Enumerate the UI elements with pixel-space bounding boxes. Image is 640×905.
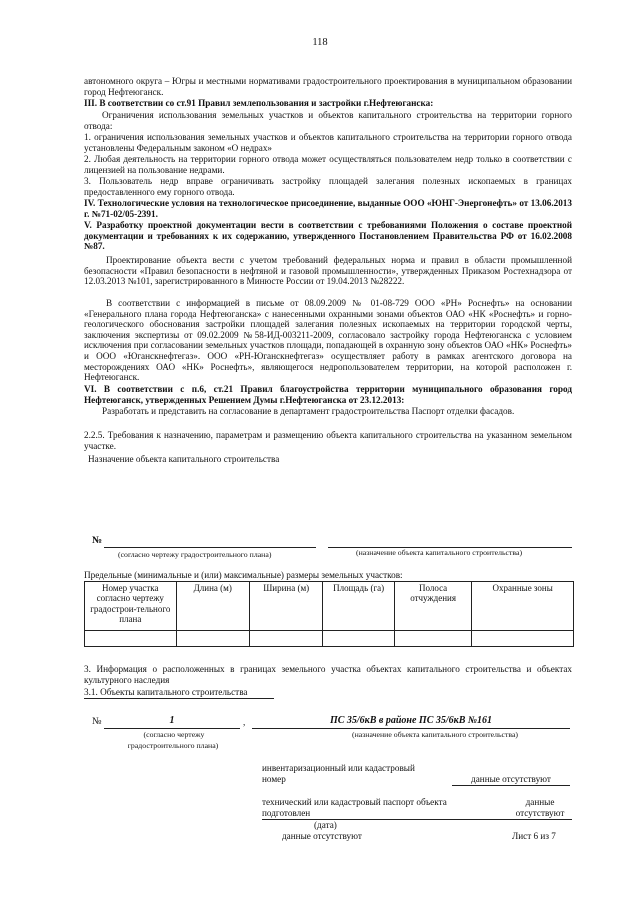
- object-left-caption-1: (согласно чертежу: [143, 730, 205, 739]
- paragraph-restriction-2: 2. Любая деятельность на территории горного отвода может осуществляться пользователем недр только в соответствии с лицензией на пользование недрами.: [84, 154, 572, 175]
- paragraph-restriction-3: 3. Пользователь недр вправе ограничивать застройку площадей залегания полезных ископаемых в границах предоставленного ему горного отвода.: [84, 176, 572, 197]
- purpose-number-line: [104, 547, 316, 548]
- object-name-line: [252, 728, 570, 729]
- table-cell: [85, 631, 177, 647]
- section-3-1-subtitle: 3.1. Объекты капитального строительства: [84, 687, 248, 697]
- paragraph-rosneft-letter: В соответствии с информацией в письме от 08.09.2009 № 01-08-729 ООО «РН» Роснефть» на основании «Генерального плана города Нефтеюганска» с нанесенными охранными зонами объектов ОАО «НК «Роснефть» и горно-геологического обоснования застройки площадей залегания полезных ископаемых на территории городской черты, заключения экспертизы от 09.02.2009 №58-ИД-003211-2009, согласовало застройку города Нефтеюганска с условием исключения при согласовании земельных участков площади, попадающей в охранную зону объектов ОАО «НК» Роснефть» и ООО «Юганскнефтегаз». ООО «РН-Юганскнефтегаз» осуществляет работу в рамках агентского договора на месторождениях ОАО «НК» Роснефть», являющегося недропользователем территории, на которой расположен г. Нефтеюганск.: [84, 298, 572, 383]
- object-name-value: ПС 35/6кВ в районе ПС 35/6кВ №161: [329, 715, 493, 726]
- column-header-length: Длина (м): [176, 582, 249, 631]
- paragraph-industrial-safety: Проектирование объекта вести с учетом требований федеральных норма и правил в области промышленной безопасности «Правил безопасности в нефтяной и газовой промышленности», утвержденных Приказом Ростехнадзора от 12.03.2013 №101, зарегистрированного в Минюсте России от 19.04.2013 №28222.: [84, 255, 572, 287]
- purpose-left-caption: (согласно чертежу градостроительного плана): [118, 550, 272, 559]
- heading-section-vi: VI. В соответствии с п.6, ст.21 Правил благоустройства территории муниципального образования город Нефтеюганск, утвержденных Решением Думы г.Нефтеюганска от 23.12.2013:: [84, 384, 572, 405]
- table-header-row: [85, 582, 574, 631]
- paragraph-restriction-1: 1. ограничения использования земельных участков и объектов капитального строительства на территории горного отвода установлены Федеральным законом «О недрах»: [84, 132, 572, 153]
- object-number-line: [104, 728, 240, 729]
- object-number-value: 1: [169, 715, 175, 726]
- paragraph-facade-passport: Разработать и представить на согласование в департамент градостроительства Паспорт отделки фасадов.: [102, 406, 515, 416]
- object-separator: ,: [243, 717, 246, 727]
- parameters-table: [84, 581, 574, 647]
- inventory-label-2: номер: [262, 774, 286, 784]
- heading-section-iii: III. В соответствии со ст.91 Правил землепользования и застройки г.Нефтеюганска:: [84, 98, 434, 108]
- column-header-plot-number: Номер участка согласно чертежу градострои-тельного плана: [85, 582, 177, 631]
- inventory-value: данные отсутствуют: [471, 774, 551, 784]
- purpose-number-label: №: [92, 535, 103, 546]
- passport-value-1: данные: [525, 797, 555, 807]
- subtitle-underline: [84, 698, 274, 699]
- paragraph-regional-norms: автономного округа – Югры и местными нормативами градостроительного проектирования в муниципальном образовании город Нефтеюганск.: [84, 76, 572, 97]
- passport-date-label: (дата): [314, 820, 337, 830]
- object-right-caption: (назначение объекта капитального строительства): [351, 730, 519, 739]
- inventory-label-1: инвентаризационный или кадастровый: [262, 763, 415, 773]
- column-header-exclusion-strip: Полоса отчуждения: [394, 582, 471, 631]
- passport-label-2: подготовлен: [262, 808, 311, 818]
- paragraph-mining-restrictions: Ограничения использования земельных участков и объектов капитального строительства на территории горного отвода:: [84, 110, 572, 131]
- paragraph-object-purpose: Назначение объекта капитального строительства: [88, 454, 280, 464]
- page-number: 118: [312, 37, 328, 48]
- section-3-title: 3. Информация о расположенных в границах земельного участка объектах капитального строительства и объектах культурного наследия: [84, 664, 572, 685]
- passport-date-value: данные отсутствуют: [282, 831, 362, 841]
- table-cell: [394, 631, 471, 647]
- params-title: Предельные (минимальные и (или) максимальные) размеры земельных участков:: [84, 570, 403, 580]
- table-cell: [323, 631, 394, 647]
- table-row: [85, 631, 574, 647]
- passport-line: [262, 819, 572, 820]
- inventory-value-line: [452, 785, 570, 786]
- passport-label-1: технический или кадастровый паспорт объекта: [262, 797, 447, 807]
- object-left-caption-2: градостроительного плана): [127, 741, 219, 750]
- column-header-area: Площадь (га): [323, 582, 394, 631]
- sheet-number: Лист 6 из 7: [512, 831, 556, 841]
- heading-section-iv: IV. Технологические условия на технологическое присоединение, выданные ООО «ЮНГ-Энергонефть» от 13.06.2013 г. №71-02/05-2391.: [84, 198, 572, 219]
- table-cell: [176, 631, 249, 647]
- object-number-label: №: [92, 716, 102, 727]
- column-header-protection-zones: Охранные зоны: [472, 582, 574, 631]
- table-cell: [472, 631, 574, 647]
- passport-value-2: отсутствуют: [515, 808, 565, 818]
- heading-section-v: V. Разработку проектной документации вести в соответствии с требованиями Положения о составе проектной документации и требованиях к их содержанию, утвержденного Постановлением Правительства РФ от 16.02.2008 №87.: [84, 220, 572, 252]
- purpose-right-caption: (назначение объекта капитального строительства): [356, 548, 523, 557]
- table-cell: [249, 631, 322, 647]
- column-header-width: Ширина (м): [249, 582, 322, 631]
- paragraph-requirements-225: 2.2.5. Требования к назначению, параметрам и размещению объекта капитального строительства на указанном земельном участке.: [84, 430, 572, 451]
